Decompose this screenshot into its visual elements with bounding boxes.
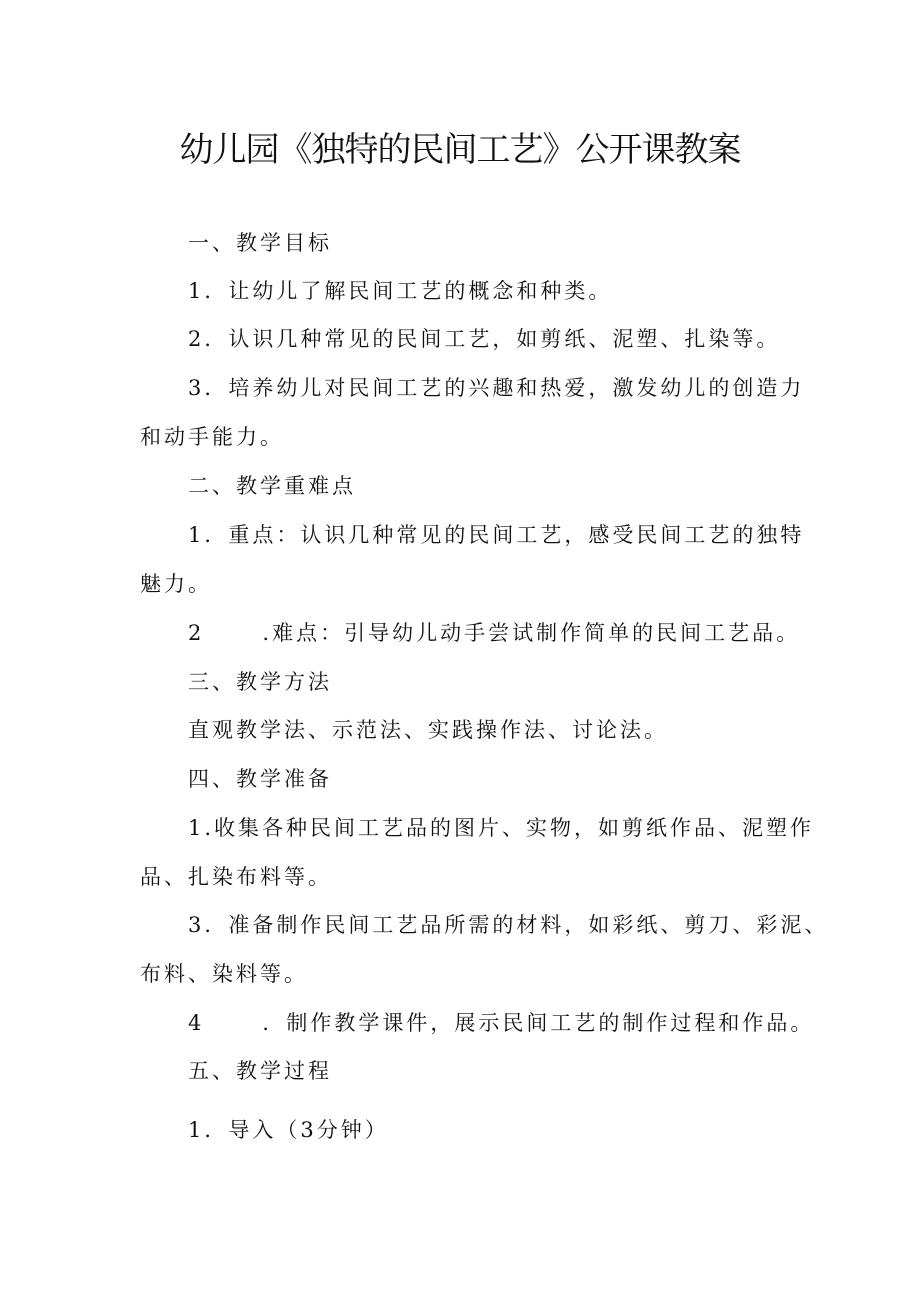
methods-text: 直观教学法、示范法、实践操作法、讨论法。 xyxy=(188,718,668,742)
preparation-item-1: 1.收集各种民间工艺品的图片、实物，如剪纸作品、泥塑作 xyxy=(188,816,815,840)
section-heading-key-points: 二、教学重难点 xyxy=(188,474,356,498)
preparation-item-3: 3．准备制作民间工艺品所需的材料，如彩纸、剪刀、彩泥、 xyxy=(188,913,829,937)
preparation-item-4: 4 ．制作教学课件，展示民间工艺的制作过程和作品。 xyxy=(188,1011,815,1035)
preparation-item-3-continued: 布料、染料等。 xyxy=(140,962,308,986)
key-point-item-2: 2 .难点：引导幼儿动手尝试制作简单的民间工艺品。 xyxy=(188,621,801,645)
objective-item-1: 1．让幼儿了解民间工艺的概念和种类。 xyxy=(188,279,613,303)
section-heading-process: 五、教学过程 xyxy=(188,1059,332,1083)
key-point-item-1-continued: 魅力。 xyxy=(140,572,212,596)
objective-item-2: 2．认识几种常见的民间工艺，如剪纸、泥塑、扎染等。 xyxy=(188,327,781,351)
document-title: 幼儿园《独特的民间工艺》公开课教案 xyxy=(179,130,741,170)
process-item-1: 1．导入（3分钟） xyxy=(188,1118,389,1142)
objective-item-3: 3．培养幼儿对民间工艺的兴趣和热爱，激发幼儿的创造力 xyxy=(188,376,805,400)
objective-item-3-continued: 和动手能力。 xyxy=(140,425,284,449)
section-heading-objectives: 一、教学目标 xyxy=(188,231,332,255)
section-heading-preparation: 四、教学准备 xyxy=(188,767,332,791)
key-point-item-1: 1．重点：认识几种常见的民间工艺，感受民间工艺的独特 xyxy=(188,523,805,547)
section-heading-methods: 三、教学方法 xyxy=(188,670,332,694)
preparation-item-1-continued: 品、扎染布料等。 xyxy=(140,865,332,889)
